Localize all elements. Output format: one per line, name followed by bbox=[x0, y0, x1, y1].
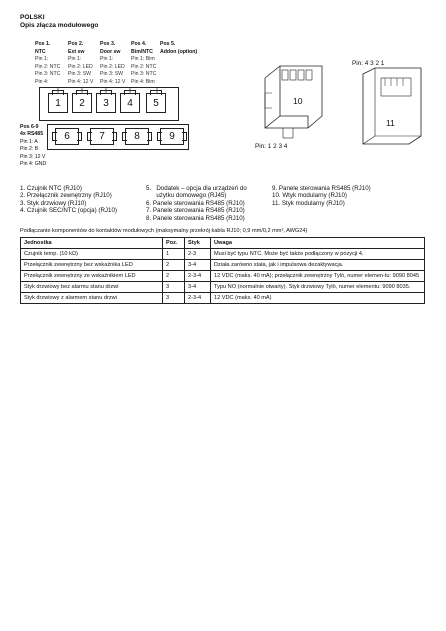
table-cell: Musi być typu NTC. Może być także podłączony w pozycji 4. bbox=[211, 249, 425, 260]
pin-line: Pin 2: B bbox=[20, 146, 39, 153]
pin-line: Pin 3: 12 V bbox=[20, 153, 46, 160]
port-9: 9 bbox=[160, 128, 184, 145]
components-table bbox=[20, 237, 425, 304]
pos-subtitle: Bim/NTC bbox=[131, 48, 153, 55]
connector-10-label: 10 bbox=[293, 96, 303, 106]
table-cell: 3-4 bbox=[185, 260, 211, 271]
table-cell: Czujnik temp. (10 kΩ) bbox=[21, 249, 163, 260]
pos-subtitle: Ext sw bbox=[68, 48, 85, 55]
connector-lines bbox=[40, 60, 180, 96]
table-cell: 1 bbox=[163, 249, 185, 260]
list-item: 10. Wtyk modularny (RJ10) bbox=[272, 192, 347, 200]
table-cell: 2-3-4 bbox=[185, 293, 211, 304]
table-cell: 12 VDC (maks. 40 mA) bbox=[211, 293, 425, 304]
port-4: 4 bbox=[120, 93, 140, 113]
rs485-subtitle: 4x RS485 bbox=[20, 131, 44, 138]
pin-line: Pin 3: SW bbox=[68, 71, 92, 78]
table-cell: 2-3 bbox=[185, 249, 211, 260]
port-1: 1 bbox=[48, 93, 68, 113]
table-cell: Działa zarówno stała, jak i impulsowa dezaktywacja. bbox=[211, 260, 425, 271]
table-cell: Przełącznik zewnętrzny bez wskaźnika LED bbox=[21, 260, 163, 271]
legend-list-1 bbox=[20, 185, 117, 215]
list-item: 6. Panele sterowania RS485 (RJ10) bbox=[146, 199, 245, 207]
pin-line: Pin 1: A bbox=[20, 138, 38, 145]
table-row bbox=[21, 249, 425, 260]
rs485-title: Pos 6-9 bbox=[20, 124, 39, 130]
pin-line: Pin 2: NTC bbox=[35, 63, 61, 70]
list-item: 8. Panele sterowania RS485 (RJ10) bbox=[146, 214, 245, 222]
pin-line: Pin 2: LED bbox=[68, 63, 93, 70]
pin-line: Pin 4: 12 V bbox=[100, 78, 126, 85]
table-cell: 3-4 bbox=[185, 282, 211, 293]
pos-subtitle: Addon (option) bbox=[160, 48, 198, 55]
language-heading: POLSKI bbox=[20, 14, 45, 21]
pos-title: Pos 2. bbox=[68, 41, 84, 47]
pin-line: Pin 4: GND bbox=[20, 161, 47, 168]
table-cell: Styk drzwiowy z alarmem stanu drzwi bbox=[21, 293, 163, 304]
column-header: Uwaga bbox=[211, 238, 425, 249]
list-item: 3. Styk drzwiowy (RJ10) bbox=[20, 199, 87, 207]
table-cell: 3 bbox=[163, 282, 185, 293]
pin-line: Pin 1: Bim bbox=[131, 56, 155, 63]
table-header-row bbox=[21, 238, 425, 249]
list-item: 1. Czujnik NTC (RJ10) bbox=[20, 185, 82, 192]
port-2: 2 bbox=[72, 93, 92, 113]
table-row bbox=[21, 260, 425, 271]
table-row bbox=[21, 293, 425, 304]
pos-title: Pos 3. bbox=[100, 41, 116, 47]
list-item: 4. Czujnik SEC/NTC (opcja) (RJ10) bbox=[20, 207, 117, 215]
legend-list-2 bbox=[146, 185, 247, 222]
pin-line: Pin 1: bbox=[35, 56, 49, 63]
port-7: 7 bbox=[90, 128, 114, 145]
list-item: 11. Styk modularny (RJ10) bbox=[272, 199, 345, 207]
port-5: 5 bbox=[146, 93, 166, 113]
pin-line: Pin 3: NTC bbox=[131, 71, 157, 78]
table-cell: 3 bbox=[163, 293, 185, 304]
pin-line: Pin 1: bbox=[68, 56, 82, 63]
connector-11-pins: Pin: 4 3 2 1 bbox=[352, 60, 385, 67]
list-item: 2. Przełącznik zewnętrzny (RJ10) bbox=[20, 192, 112, 200]
pin-line: Pin 2: LED bbox=[100, 63, 125, 70]
port-8: 8 bbox=[125, 128, 149, 145]
port-3: 3 bbox=[96, 93, 116, 113]
pin-line: Pin 1: bbox=[100, 56, 114, 63]
column-header: Styk bbox=[185, 238, 211, 249]
connector-10-pins: Pin: 1 2 3 4 bbox=[255, 143, 288, 150]
column-header: Poz. bbox=[163, 238, 185, 249]
pos-title: Pos 1. bbox=[35, 41, 51, 47]
table-cell: 2 bbox=[163, 260, 185, 271]
wiring-note: Podłączanie komponentów do kontaktów modułowych (maksymalny przekrój kabla RJ10; 0,9 mm/0,2 mm², AWG24) bbox=[20, 228, 308, 234]
pos-subtitle: Door sw bbox=[100, 48, 121, 55]
modular-jack-drawing bbox=[355, 66, 435, 156]
rs485-label bbox=[20, 124, 46, 168]
port-6: 6 bbox=[55, 128, 79, 145]
list-item: 9. Panele sterowania RS485 (RJ10) bbox=[272, 185, 371, 192]
pin-line: Pin 2: NTC bbox=[131, 63, 157, 70]
pin-line: Pin 4: 12 V bbox=[68, 78, 94, 85]
pin-line: Pin 3: NTC bbox=[35, 71, 61, 78]
page-title: Opis złącza modułowego bbox=[20, 22, 99, 29]
pos-title: Pos 4. bbox=[131, 41, 147, 47]
table-cell: Styk drzwiowy bez alarmu stanu drzwi bbox=[21, 282, 163, 293]
pin-line: Pin 4: Bim bbox=[131, 78, 155, 85]
list-item: 5. Dodatek – opcja dla urządzeń do bbox=[146, 185, 247, 192]
connector-11-label: 11 bbox=[386, 118, 395, 128]
table-cell: 12 VDC (maks. 40 mA); przełącznik zewnętrzny Tylö, numer elemen-tu: 9090 8045 bbox=[211, 271, 425, 282]
pos-subtitle: NTC bbox=[35, 48, 46, 55]
list-item: 7. Panele sterowania RS485 (RJ10) bbox=[146, 207, 245, 215]
table-row bbox=[21, 282, 425, 293]
table-cell: 2 bbox=[163, 271, 185, 282]
pos-5-column bbox=[160, 41, 197, 56]
table-cell: Typu NO (normalnie otwarty). Styk drzwiowy Tylö, numer elementu: 9090 8035. bbox=[211, 282, 425, 293]
table-cell: Przełącznik zewnętrzny ze wskaźnikiem LED bbox=[21, 271, 163, 282]
pin-line: Pin 4: bbox=[35, 78, 49, 85]
legend-list-3 bbox=[272, 185, 371, 207]
pin-line: Pin 3: SW bbox=[100, 71, 124, 78]
table-cell: 2-3-4 bbox=[185, 271, 211, 282]
list-item: użytku domowego (RJ45) bbox=[146, 192, 227, 200]
column-header: Jednostka bbox=[21, 238, 163, 249]
pos-title: Pos 5. bbox=[160, 41, 176, 47]
table-row bbox=[21, 271, 425, 282]
